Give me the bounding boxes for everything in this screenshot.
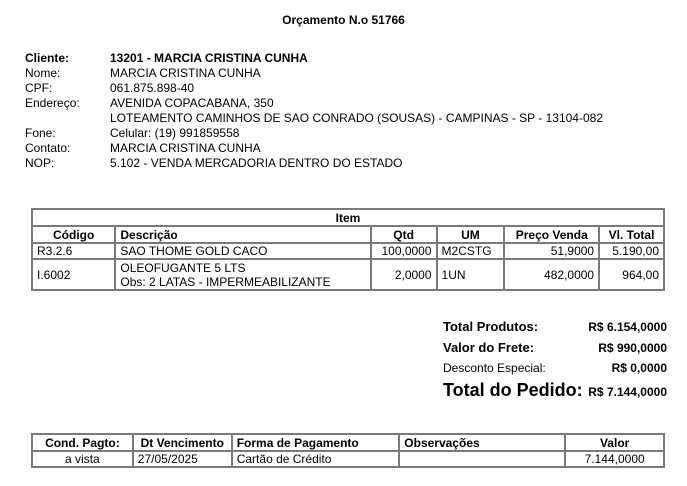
- client-row-fone: [25, 126, 603, 141]
- table-row: [32, 243, 664, 259]
- col-descricao: Descrição: [115, 226, 370, 243]
- cell-codigo: R3.2.6: [32, 243, 115, 259]
- client-row-endereco-2: [25, 111, 603, 126]
- label-cpf: CPF:: [25, 81, 53, 95]
- total-produtos-row: [443, 319, 667, 340]
- items-group-header-row: [32, 209, 664, 226]
- payment-table: [31, 433, 665, 468]
- totals-summary: [443, 319, 667, 401]
- desconto-label: Desconto Especial:: [443, 361, 546, 375]
- label-contato: Contato:: [25, 141, 71, 155]
- cell-descricao: SAO THOME GOLD CACO: [115, 243, 370, 259]
- label-endereco: Endereço:: [25, 96, 80, 110]
- client-row-cpf: [25, 81, 603, 96]
- value-fone: Celular: (19) 991859558: [110, 126, 240, 140]
- client-info: [25, 51, 603, 171]
- total-pedido-row: [443, 380, 667, 401]
- client-row-endereco: [25, 96, 603, 111]
- total-pedido-label: Total do Pedido:: [443, 380, 583, 400]
- label-fone: Fone:: [25, 126, 56, 140]
- client-row-contato: [25, 141, 603, 156]
- col-observacoes: Observações: [399, 434, 565, 451]
- value-cpf: 061.875.898-40: [110, 81, 195, 95]
- desconto-value: R$ 0,0000: [611, 361, 667, 375]
- table-row: [32, 451, 664, 467]
- col-dt-vencimento: Dt Vencimento: [133, 434, 232, 451]
- cell-descricao: OLEOFUGANTE 5 LTS: [120, 260, 246, 275]
- cell-preco: 482,0000: [504, 259, 599, 290]
- cell-total: 964,00: [599, 259, 664, 290]
- cell-qtd: 100,0000: [371, 243, 437, 259]
- col-codigo: Código: [32, 226, 115, 243]
- client-row-nop: [25, 156, 603, 171]
- cell-obs: [399, 451, 565, 467]
- total-produtos-label: Total Produtos:: [443, 319, 539, 334]
- cell-um: M2CSTG: [437, 243, 505, 259]
- cell-forma: Cartão de Crédito: [232, 451, 400, 467]
- cell-preco: 51,9000: [504, 243, 599, 259]
- cell-cond: a vista: [32, 451, 133, 467]
- col-preco-venda: Preço Venda: [504, 226, 599, 243]
- col-qtd: Qtd: [371, 226, 437, 243]
- col-forma-pagamento: Forma de Pagamento: [232, 434, 400, 451]
- value-endereco-2: LOTEAMENTO CAMINHOS DE SAO CONRADO (SOUSAS) - CAMPINAS - SP - 13104-082: [110, 111, 604, 125]
- valor-frete-value: R$ 990,0000: [598, 341, 667, 355]
- client-row-cliente: [25, 51, 603, 66]
- valor-frete-label: Valor do Frete:: [443, 340, 535, 355]
- cell-qtd: 2,0000: [371, 259, 437, 290]
- cell-vencimento: 27/05/2025: [133, 451, 232, 467]
- payment-header-row: [32, 434, 664, 451]
- value-contato: MARCIA CRISTINA CUNHA: [110, 141, 261, 155]
- col-cond-pagto: Cond. Pagto:: [32, 434, 133, 451]
- cell-um: 1UN: [437, 259, 505, 290]
- items-group-header: Item: [32, 209, 664, 226]
- total-pedido-value: R$ 7.144,0000: [588, 385, 667, 399]
- value-cliente: 13201 - MARCIA CRISTINA CUNHA: [110, 51, 308, 65]
- col-vl-total: Vl. Total: [599, 226, 664, 243]
- table-row: [32, 259, 664, 290]
- label-cliente: Cliente:: [25, 51, 70, 65]
- value-endereco: AVENIDA COPACABANA, 350: [110, 96, 274, 110]
- col-valor: Valor: [565, 434, 664, 451]
- cell-valor: 7.144,0000: [565, 451, 664, 467]
- label-nop: NOP:: [25, 156, 55, 170]
- value-nop: 5.102 - VENDA MERCADORIA DENTRO DO ESTADO: [110, 156, 403, 170]
- value-nome: MARCIA CRISTINA CUNHA: [110, 66, 261, 80]
- page-title: Orçamento N.o 51766: [282, 13, 405, 27]
- cell-codigo: I.6002: [32, 259, 115, 290]
- total-produtos-value: R$ 6.154,0000: [588, 320, 667, 334]
- desconto-row: [443, 361, 667, 380]
- valor-frete-row: [443, 340, 667, 361]
- cell-total: 5.190,00: [599, 243, 664, 259]
- items-header-row: [32, 226, 664, 243]
- client-row-nome: [25, 66, 603, 81]
- items-table: [31, 208, 665, 291]
- cell-obs: Obs: 2 LATAS - IMPERMEABILIZANTE: [120, 274, 331, 289]
- label-nome: Nome:: [25, 66, 61, 80]
- cell-descricao-with-obs: [115, 259, 370, 290]
- col-um: UM: [437, 226, 505, 243]
- label-endereco-2: [25, 111, 110, 126]
